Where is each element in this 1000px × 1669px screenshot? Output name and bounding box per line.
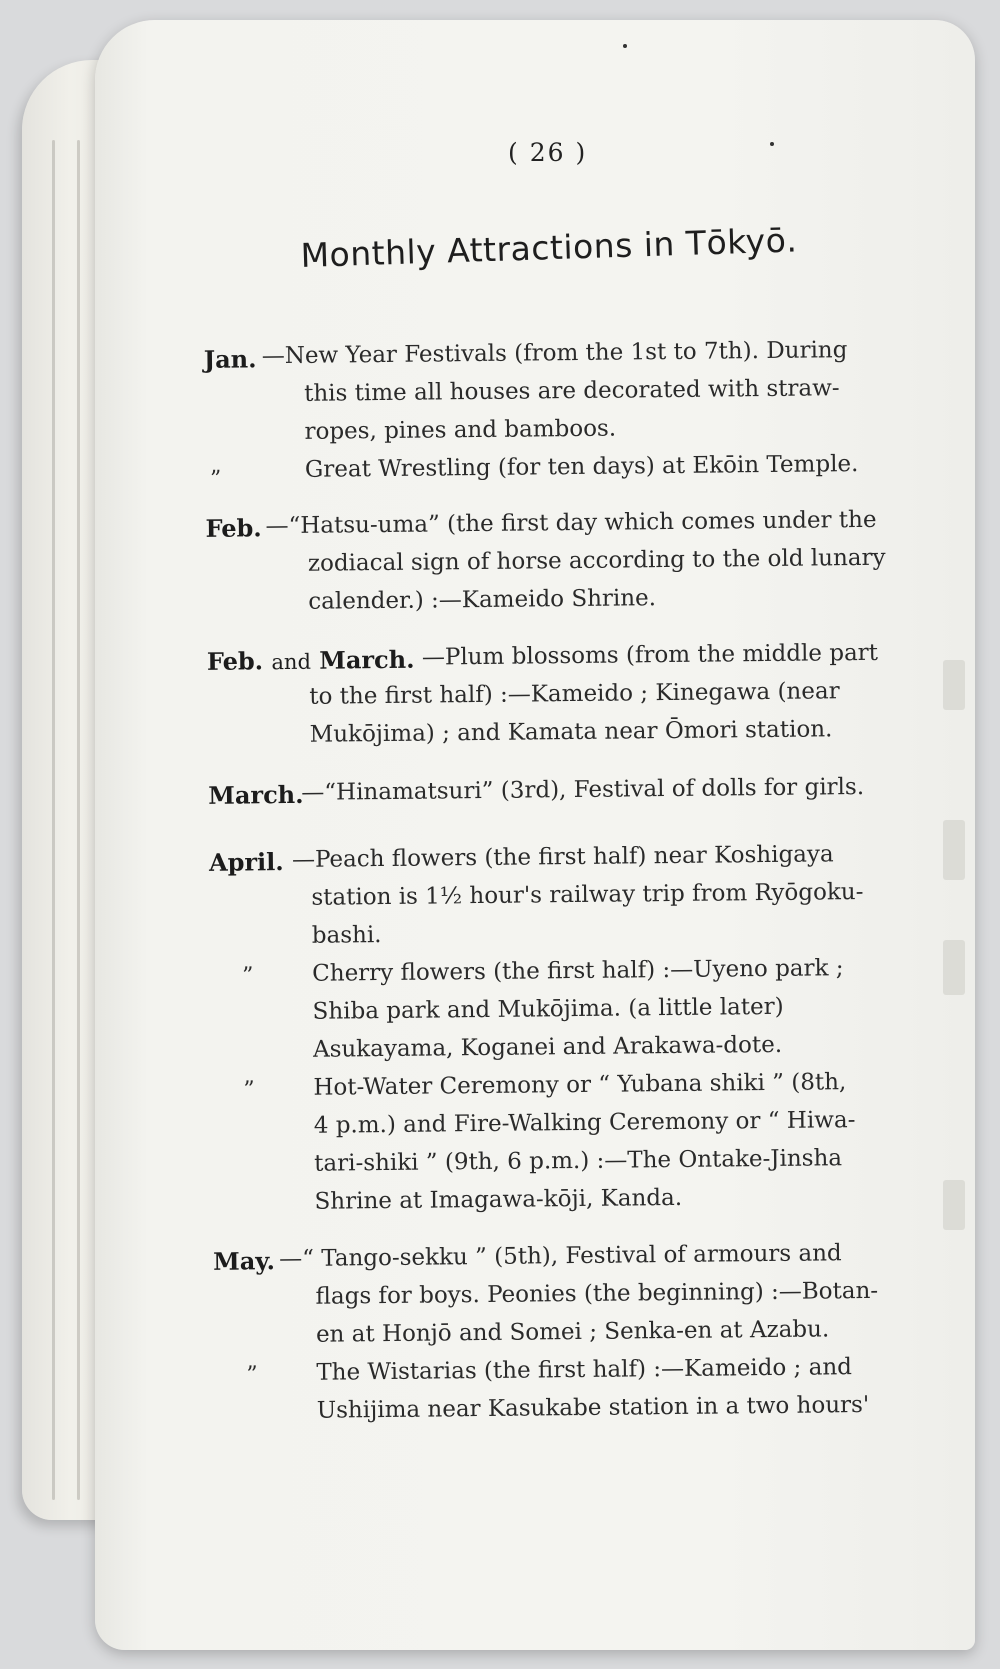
month-label-march: March. (208, 779, 304, 810)
entry-line: calender.) :—Kameido Shrine. (308, 585, 657, 615)
entry-line: zodiacal sign of horse according to the old lunary (307, 544, 886, 577)
entry-line: —“Hatsu-uma” (the first day which comes under the (265, 506, 877, 540)
page-title: Monthly Attractions in Tōkyō. (300, 220, 798, 275)
entry-line: Mukōjima) ; and Kamata near Ōmori station. (309, 716, 833, 748)
bleed-through-mark (943, 1180, 965, 1230)
entry-line: —“ Tango-sekku ” (5th), Festival of armours and (279, 1240, 842, 1273)
ditto-mark: ” (246, 1362, 258, 1388)
ink-speck (770, 142, 774, 146)
month-label-april: April. (208, 847, 284, 877)
entry-line: station is 1½ hour's railway trip from Ryōgoku- (311, 879, 864, 911)
ditto-mark: ” (243, 1077, 255, 1103)
and-word: and (271, 649, 312, 675)
month-label-jan: Jan. (203, 344, 257, 374)
entry-line: Ushijima near Kasukabe station in a two hours' (316, 1391, 870, 1424)
entry-line: Hot-Water Ceremony or “ Yubana shiki ” (8th, (313, 1069, 847, 1101)
month-label-feb-march (207, 641, 415, 682)
ink-speck (623, 44, 627, 48)
entry-line: en at Honjō and Somei ; Senka-en at Azabu. (315, 1316, 830, 1348)
bleed-through-mark (943, 820, 965, 880)
entry-line: Shiba park and Mukōjima. (a little later) (312, 993, 784, 1025)
month-label-may: May. (213, 1246, 276, 1276)
entry-line: The Wistarias (the first half) :—Kameido ; and (316, 1354, 853, 1386)
entry-line: Great Wrestling (for ten days) at Ekōin Temple. (304, 451, 859, 483)
entry-line: —New Year Festivals (from the 1st to 7th). During (261, 337, 848, 370)
page-edge-line (77, 140, 80, 1500)
ditto-mark: ” (209, 466, 222, 492)
entry-line: bashi. (311, 922, 382, 949)
entry-line: this time all houses are decorated with straw- (304, 375, 840, 407)
bleed-through-mark (943, 660, 965, 710)
entry-line: Cherry flowers (the first half) :—Uyeno park ; (312, 955, 844, 987)
month-label-feb: Feb. (205, 513, 262, 543)
month-label-feb: Feb. (206, 646, 264, 676)
entry-line: —“Hinamatsuri” (3rd), Festival of dolls for girls. (301, 773, 865, 806)
page-edge-line (52, 140, 55, 1500)
bleed-through-mark (943, 940, 965, 995)
entry-line: —Plum blossoms (from the middle part (421, 639, 879, 671)
entry-line: 4 p.m.) and Fire-Walking Ceremony or “ Hiwa- (313, 1107, 856, 1139)
ditto-mark: ” (242, 963, 254, 989)
entry-line: ropes, pines and bamboos. (304, 415, 617, 445)
month-label-march: March. (319, 644, 415, 675)
entry-line: Shrine at Imagawa-kōji, Kanda. (314, 1184, 683, 1215)
entry-line: —Peach flowers (the first half) near Koshigaya (291, 841, 834, 873)
entry-line: to the first half) :—Kameido ; Kinegawa (near (309, 678, 840, 710)
entry-line: Asukayama, Koganei and Arakawa-dote. (312, 1031, 783, 1063)
page-number: ( 26 ) (508, 138, 588, 167)
entry-line: tari-shiki ” (9th, 6 p.m.) :—The Ontake-Jinsha (314, 1145, 843, 1177)
entry-line: flags for boys. Peonies (the beginning) :—Botan- (315, 1277, 879, 1310)
